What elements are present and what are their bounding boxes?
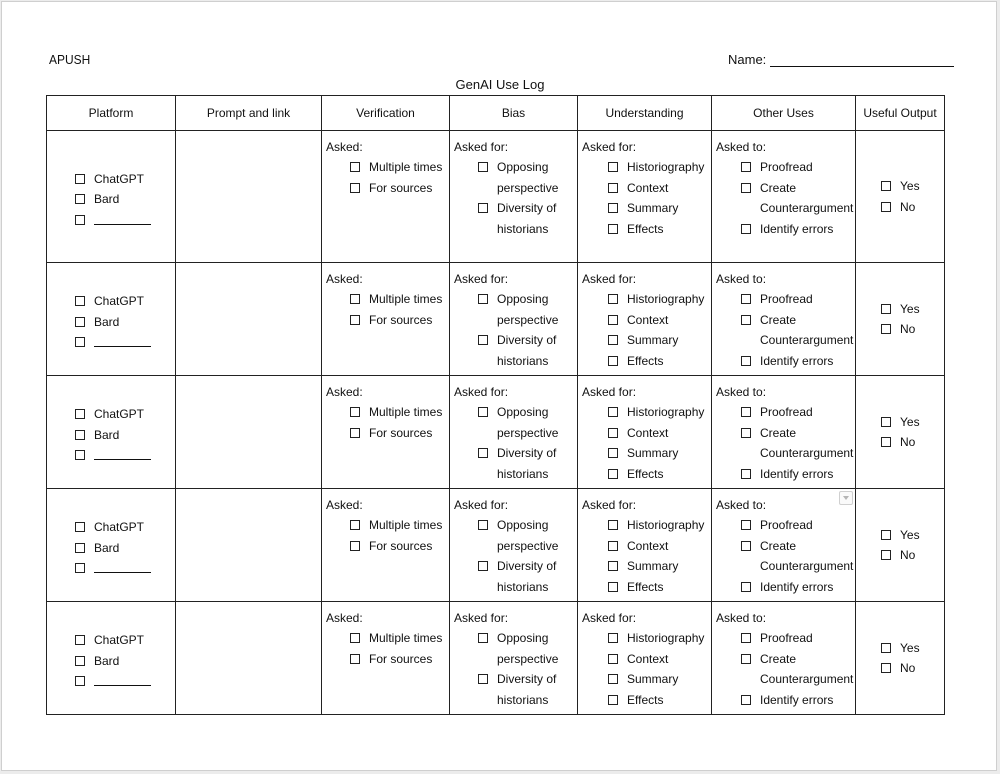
column-header-platform: Platform <box>47 96 176 131</box>
checkbox[interactable] <box>478 407 488 417</box>
verification-label: Asked: <box>326 611 363 625</box>
checkbox[interactable] <box>608 633 618 643</box>
platform-option-other[interactable] <box>47 671 175 686</box>
checkbox[interactable] <box>741 541 751 551</box>
genai-use-log-table <box>46 95 945 715</box>
other-option-identify-errors[interactable]: Identify errors <box>716 219 851 240</box>
bias-cell <box>450 131 578 263</box>
bias-option-diversity[interactable]: Diversity of historians <box>454 556 573 597</box>
checkbox[interactable] <box>608 448 618 458</box>
verification-option-multiple[interactable]: Multiple times <box>326 157 445 178</box>
other-uses-cell <box>712 131 856 263</box>
bias-cell <box>450 602 578 715</box>
bias-label: Asked for: <box>454 140 509 154</box>
bias-option-opposing[interactable]: Opposing perspective <box>454 628 573 669</box>
other-option-proofread[interactable]: Proofread <box>716 402 851 423</box>
column-header-bias: Bias <box>450 96 578 131</box>
verification-label: Asked: <box>326 385 363 399</box>
checkbox[interactable] <box>350 162 360 172</box>
prompt-link-cell[interactable] <box>176 602 322 715</box>
checkbox[interactable] <box>75 676 85 686</box>
platform-option-bard[interactable]: Bard <box>47 312 175 333</box>
checkbox[interactable] <box>478 162 488 172</box>
understanding-cell <box>578 376 712 489</box>
checkbox[interactable] <box>741 315 751 325</box>
bias-option-diversity[interactable]: Diversity of historians <box>454 669 573 710</box>
understanding-option-context[interactable]: Context <box>582 310 707 331</box>
checkbox[interactable] <box>608 654 618 664</box>
bias-label: Asked for: <box>454 272 509 286</box>
checkbox[interactable] <box>741 695 751 705</box>
understanding-option-summary[interactable]: Summary <box>582 669 707 690</box>
dropdown-arrow-icon[interactable] <box>839 491 853 505</box>
useful-option-yes[interactable]: Yes <box>856 412 944 433</box>
column-header-other-uses: Other Uses <box>712 96 856 131</box>
useful-option-no[interactable]: No <box>856 319 944 340</box>
checkbox[interactable] <box>741 356 751 366</box>
course-label: APUSH <box>49 52 91 67</box>
checkbox[interactable] <box>478 633 488 643</box>
column-header-verification: Verification <box>322 96 450 131</box>
platform-option-bard[interactable]: Bard <box>47 189 175 210</box>
checkbox[interactable] <box>741 582 751 592</box>
platform-option-chatgpt[interactable]: ChatGPT <box>47 630 175 651</box>
checkbox[interactable] <box>608 582 618 592</box>
checkbox[interactable] <box>608 469 618 479</box>
understanding-label: Asked for: <box>582 385 637 399</box>
useful-option-no[interactable]: No <box>856 658 944 679</box>
checkbox[interactable] <box>478 448 488 458</box>
table-row <box>47 376 945 489</box>
platform-cell <box>47 131 176 263</box>
platform-option-chatgpt[interactable]: ChatGPT <box>47 169 175 190</box>
checkbox[interactable] <box>478 520 488 530</box>
bias-option-opposing[interactable]: Opposing perspective <box>454 157 573 198</box>
verification-option-multiple[interactable]: Multiple times <box>326 402 445 423</box>
verification-cell <box>322 131 450 263</box>
checkbox[interactable] <box>75 296 85 306</box>
checkbox[interactable] <box>350 520 360 530</box>
checkbox[interactable] <box>75 215 85 225</box>
checkbox[interactable] <box>478 203 488 213</box>
understanding-option-effects[interactable]: Effects <box>582 219 707 240</box>
platform-cell <box>47 489 176 602</box>
checkbox[interactable] <box>478 335 488 345</box>
other-platform-blank[interactable] <box>94 210 151 225</box>
useful-output-cell <box>856 131 945 263</box>
understanding-label: Asked for: <box>582 611 637 625</box>
column-header-useful-output: Useful Output <box>856 96 945 131</box>
other-uses-label: Asked to: <box>716 385 767 399</box>
checkbox[interactable] <box>881 202 891 212</box>
verification-option-multiple[interactable]: Multiple times <box>326 628 445 649</box>
verification-option-sources[interactable]: For sources <box>326 536 445 557</box>
verification-label: Asked: <box>326 498 363 512</box>
checkbox[interactable] <box>608 520 618 530</box>
verification-cell <box>322 376 450 489</box>
other-uses-label: Asked to: <box>716 498 767 512</box>
checkbox[interactable] <box>350 315 360 325</box>
checkbox[interactable] <box>75 317 85 327</box>
checkbox[interactable] <box>350 654 360 664</box>
checkbox[interactable] <box>741 162 751 172</box>
checkbox[interactable] <box>881 663 891 673</box>
understanding-cell <box>578 131 712 263</box>
platform-option-chatgpt[interactable]: ChatGPT <box>47 517 175 538</box>
useful-output-cell <box>856 263 945 376</box>
verification-cell <box>322 602 450 715</box>
checkbox[interactable] <box>350 183 360 193</box>
checkbox[interactable] <box>350 428 360 438</box>
useful-option-yes[interactable]: Yes <box>856 525 944 546</box>
bias-option-opposing[interactable]: Opposing perspective <box>454 402 573 443</box>
prompt-link-cell[interactable] <box>176 489 322 602</box>
checkbox[interactable] <box>75 450 85 460</box>
checkbox[interactable] <box>881 324 891 334</box>
checkbox[interactable] <box>741 224 751 234</box>
other-platform-blank[interactable] <box>94 445 151 460</box>
table-header-row <box>47 96 945 131</box>
checkbox[interactable] <box>608 183 618 193</box>
other-option-proofread[interactable]: Proofread <box>716 289 851 310</box>
checkbox[interactable] <box>608 356 618 366</box>
other-uses-label: Asked to: <box>716 611 767 625</box>
understanding-option-historiography[interactable]: Historiography <box>582 289 707 310</box>
understanding-option-effects[interactable]: Effects <box>582 464 707 485</box>
understanding-option-summary[interactable]: Summary <box>582 198 707 219</box>
checkbox[interactable] <box>608 162 618 172</box>
understanding-cell <box>578 602 712 715</box>
platform-option-bard[interactable]: Bard <box>47 425 175 446</box>
other-option-identify-errors[interactable]: Identify errors <box>716 577 851 598</box>
other-uses-cell <box>712 376 856 489</box>
platform-option-bard[interactable]: Bard <box>47 651 175 672</box>
checkbox[interactable] <box>608 428 618 438</box>
other-option-identify-errors[interactable]: Identify errors <box>716 351 851 372</box>
prompt-link-cell[interactable] <box>176 263 322 376</box>
name-field[interactable] <box>728 52 954 67</box>
other-option-identify-errors[interactable]: Identify errors <box>716 464 851 485</box>
checkbox[interactable] <box>350 633 360 643</box>
useful-output-cell <box>856 602 945 715</box>
bias-cell <box>450 489 578 602</box>
useful-option-no[interactable]: No <box>856 432 944 453</box>
other-option-counterargument[interactable]: Create Counterargument <box>716 310 851 351</box>
platform-option-other[interactable] <box>47 210 175 225</box>
bias-label: Asked for: <box>454 385 509 399</box>
other-uses-cell <box>712 263 856 376</box>
checkbox[interactable] <box>608 541 618 551</box>
useful-option-yes[interactable]: Yes <box>856 299 944 320</box>
bias-cell <box>450 263 578 376</box>
other-option-proofread[interactable]: Proofread <box>716 628 851 649</box>
verification-label: Asked: <box>326 272 363 286</box>
checkbox[interactable] <box>741 294 751 304</box>
verification-option-sources[interactable]: For sources <box>326 310 445 331</box>
other-option-identify-errors[interactable]: Identify errors <box>716 690 851 711</box>
checkbox[interactable] <box>478 674 488 684</box>
platform-option-other[interactable] <box>47 332 175 347</box>
table-row <box>47 263 945 376</box>
table-row <box>47 131 945 263</box>
understanding-option-context[interactable]: Context <box>582 649 707 670</box>
checkbox[interactable] <box>478 561 488 571</box>
other-uses-label: Asked to: <box>716 272 767 286</box>
checkbox[interactable] <box>741 469 751 479</box>
checkbox[interactable] <box>350 407 360 417</box>
checkbox[interactable] <box>608 674 618 684</box>
checkbox[interactable] <box>75 430 85 440</box>
verification-option-sources[interactable]: For sources <box>326 649 445 670</box>
bias-option-opposing[interactable]: Opposing perspective <box>454 289 573 330</box>
understanding-option-context[interactable]: Context <box>582 423 707 444</box>
understanding-cell <box>578 489 712 602</box>
understanding-option-context[interactable]: Context <box>582 178 707 199</box>
understanding-option-summary[interactable]: Summary <box>582 556 707 577</box>
understanding-option-effects[interactable]: Effects <box>582 577 707 598</box>
bias-option-diversity[interactable]: Diversity of historians <box>454 443 573 484</box>
checkbox[interactable] <box>75 522 85 532</box>
other-uses-cell <box>712 602 856 715</box>
bias-option-opposing[interactable]: Opposing perspective <box>454 515 573 556</box>
understanding-option-historiography[interactable]: Historiography <box>582 157 707 178</box>
other-option-counterargument[interactable]: Create Counterargument <box>716 178 851 219</box>
understanding-option-effects[interactable]: Effects <box>582 690 707 711</box>
platform-option-chatgpt[interactable]: ChatGPT <box>47 404 175 425</box>
checkbox[interactable] <box>478 294 488 304</box>
checkbox[interactable] <box>741 183 751 193</box>
checkbox[interactable] <box>881 417 891 427</box>
checkbox[interactable] <box>741 407 751 417</box>
verification-option-multiple[interactable]: Multiple times <box>326 515 445 536</box>
checkbox[interactable] <box>75 543 85 553</box>
platform-option-other[interactable] <box>47 558 175 573</box>
checkbox[interactable] <box>741 654 751 664</box>
understanding-label: Asked for: <box>582 498 637 512</box>
checkbox[interactable] <box>608 695 618 705</box>
checkbox[interactable] <box>881 643 891 653</box>
bias-label: Asked for: <box>454 498 509 512</box>
checkbox[interactable] <box>881 304 891 314</box>
checkbox[interactable] <box>75 194 85 204</box>
verification-option-multiple[interactable]: Multiple times <box>326 289 445 310</box>
understanding-option-historiography[interactable]: Historiography <box>582 628 707 649</box>
other-option-proofread[interactable]: Proofread <box>716 157 851 178</box>
bias-label: Asked for: <box>454 611 509 625</box>
checkbox[interactable] <box>608 407 618 417</box>
other-platform-blank[interactable] <box>94 671 151 686</box>
other-option-counterargument[interactable]: Create Counterargument <box>716 423 851 464</box>
verification-label: Asked: <box>326 140 363 154</box>
other-uses-cell <box>712 489 856 602</box>
useful-option-yes[interactable]: Yes <box>856 638 944 659</box>
verification-cell <box>322 489 450 602</box>
checkbox[interactable] <box>75 409 85 419</box>
checkbox[interactable] <box>75 337 85 347</box>
checkbox[interactable] <box>741 633 751 643</box>
checkbox[interactable] <box>75 656 85 666</box>
understanding-option-context[interactable]: Context <box>582 536 707 557</box>
verification-cell <box>322 263 450 376</box>
verification-option-sources[interactable]: For sources <box>326 178 445 199</box>
bias-cell <box>450 376 578 489</box>
platform-cell <box>47 376 176 489</box>
understanding-option-summary[interactable]: Summary <box>582 330 707 351</box>
verification-option-sources[interactable]: For sources <box>326 423 445 444</box>
table-row <box>47 602 945 715</box>
other-option-proofread[interactable]: Proofread <box>716 515 851 536</box>
column-header-prompt: Prompt and link <box>176 96 322 131</box>
understanding-label: Asked for: <box>582 140 637 154</box>
checkbox[interactable] <box>75 563 85 573</box>
bias-option-diversity[interactable]: Diversity of historians <box>454 330 573 371</box>
checkbox[interactable] <box>881 530 891 540</box>
prompt-link-cell[interactable] <box>176 131 322 263</box>
useful-option-no[interactable]: No <box>856 197 944 218</box>
name-label: Name: <box>728 52 767 67</box>
checkbox[interactable] <box>350 541 360 551</box>
understanding-option-historiography[interactable]: Historiography <box>582 515 707 536</box>
platform-option-bard[interactable]: Bard <box>47 538 175 559</box>
understanding-option-effects[interactable]: Effects <box>582 351 707 372</box>
checkbox[interactable] <box>350 294 360 304</box>
checkbox[interactable] <box>75 635 85 645</box>
understanding-option-summary[interactable]: Summary <box>582 443 707 464</box>
column-header-understanding: Understanding <box>578 96 712 131</box>
useful-output-cell <box>856 489 945 602</box>
useful-option-yes[interactable]: Yes <box>856 176 944 197</box>
checkbox[interactable] <box>881 437 891 447</box>
checkbox[interactable] <box>608 203 618 213</box>
platform-option-chatgpt[interactable]: ChatGPT <box>47 291 175 312</box>
checkbox[interactable] <box>741 428 751 438</box>
platform-option-other[interactable] <box>47 445 175 460</box>
platform-cell <box>47 602 176 715</box>
table-row <box>47 489 945 602</box>
checkbox[interactable] <box>881 550 891 560</box>
other-uses-label: Asked to: <box>716 140 767 154</box>
name-blank-line[interactable] <box>770 53 954 67</box>
checkbox[interactable] <box>608 335 618 345</box>
page-title: GenAI Use Log <box>455 77 545 92</box>
platform-cell <box>47 263 176 376</box>
useful-output-cell <box>856 376 945 489</box>
checkbox[interactable] <box>608 294 618 304</box>
checkbox[interactable] <box>75 174 85 184</box>
other-option-counterargument[interactable]: Create Counterargument <box>716 649 851 690</box>
understanding-option-historiography[interactable]: Historiography <box>582 402 707 423</box>
useful-option-no[interactable]: No <box>856 545 944 566</box>
checkbox[interactable] <box>608 315 618 325</box>
checkbox[interactable] <box>608 561 618 571</box>
checkbox[interactable] <box>741 520 751 530</box>
understanding-cell <box>578 263 712 376</box>
understanding-label: Asked for: <box>582 272 637 286</box>
checkbox[interactable] <box>881 181 891 191</box>
other-platform-blank[interactable] <box>94 332 151 347</box>
other-option-counterargument[interactable]: Create Counterargument <box>716 536 851 577</box>
bias-option-diversity[interactable]: Diversity of historians <box>454 198 573 239</box>
checkbox[interactable] <box>608 224 618 234</box>
other-platform-blank[interactable] <box>94 558 151 573</box>
prompt-link-cell[interactable] <box>176 376 322 489</box>
